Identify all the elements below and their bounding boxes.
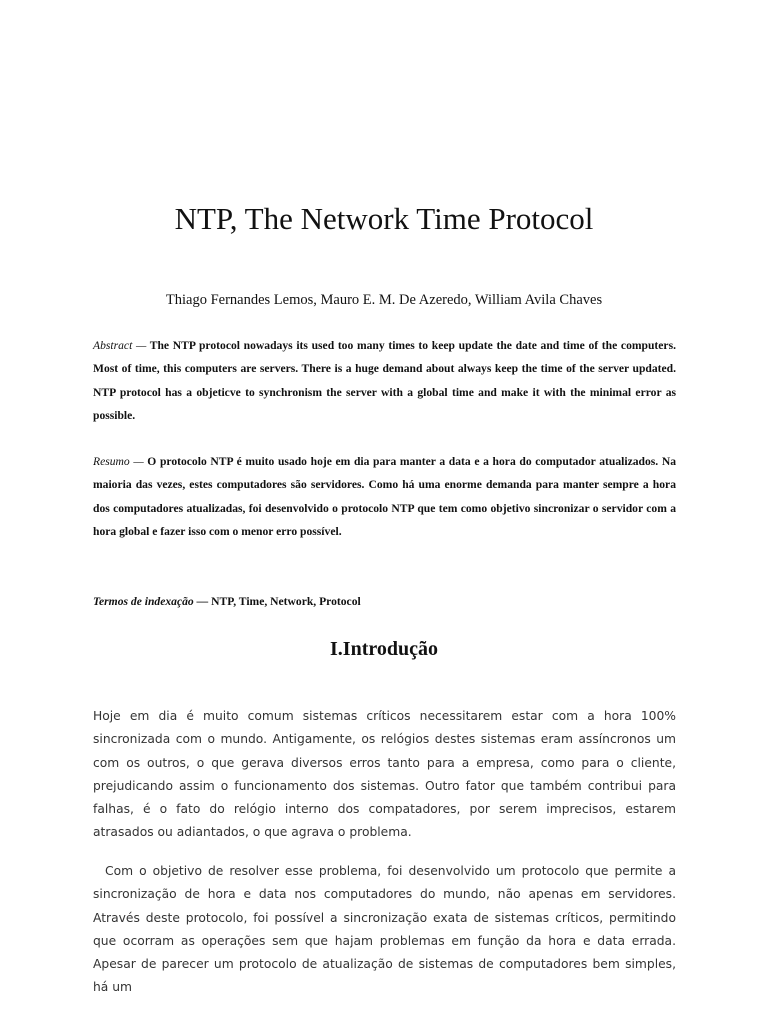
document-title: NTP, The Network Time Protocol bbox=[174, 201, 594, 236]
resumo-text: O protocolo NTP é muito usado hoje em dia para manter a data e a hora do computador atualizados. Na maioria das vezes, estes computadores são servidores. Como há uma enorme demanda para manter sempre a hora dos computadores atualizadas, foi desenvolvido o protocolo NTP que tem como objetivo sincronizar o servidor com a hora global e fazer isso com o menor erro possível. bbox=[93, 455, 676, 539]
author-list: Thiago Fernandes Lemos, Mauro E. M. De Azeredo, William Avila Chaves bbox=[165, 292, 603, 308]
index-terms-label: Termos de indexação — bbox=[93, 595, 209, 608]
index-terms bbox=[93, 590, 361, 613]
body-paragraph: Hoje em dia é muito comum sistemas críticos necessitarem estar com a hora 100% sincronizada com o mundo. Antigamente, os relógios destes sistemas eram assíncronos um com os outros, o que gerava diversos erros tanto para a empresa, como para o cliente, prejudicando assim o funcionamento dos sistemas. Outro fator que também contribui para falhas, é o fato do relógio interno dos compatadores, por serem imprecisos, estarem atrasados ou adiantados, o que agrava o problema. bbox=[93, 709, 676, 840]
resumo-label: Resumo — bbox=[93, 455, 144, 468]
abstract-label: Abstract — bbox=[93, 339, 147, 352]
body-paragraph: Com o objetivo de resolver esse problema, foi desenvolvido um protocolo que permite a sincronização de hora e data nos computadores do mundo, não apenas em servidores. Através deste protocolo, foi possível a sincronização exata de sistemas críticos, permitindo que ocorram as operações sem que hajam problemas em função da hora e data errada. Apesar de parecer um protocolo de atualização de sistemas de computadores bem simples, há um bbox=[93, 864, 676, 995]
index-terms-text: NTP, Time, Network, Protocol bbox=[208, 595, 361, 608]
abstract-portuguese bbox=[93, 450, 676, 544]
abstract-text: The NTP protocol nowadays its used too many times to keep update the date and time of the computers. Most of time, this computers are servers. There is a huge demand about always keep the time of the server updated. NTP protocol has a objeticve to synchronism the server with a global time and make it with the minimal error as possible. bbox=[93, 339, 676, 423]
section-heading-introduction: I.Introdução bbox=[330, 638, 438, 660]
abstract-english bbox=[93, 334, 676, 428]
